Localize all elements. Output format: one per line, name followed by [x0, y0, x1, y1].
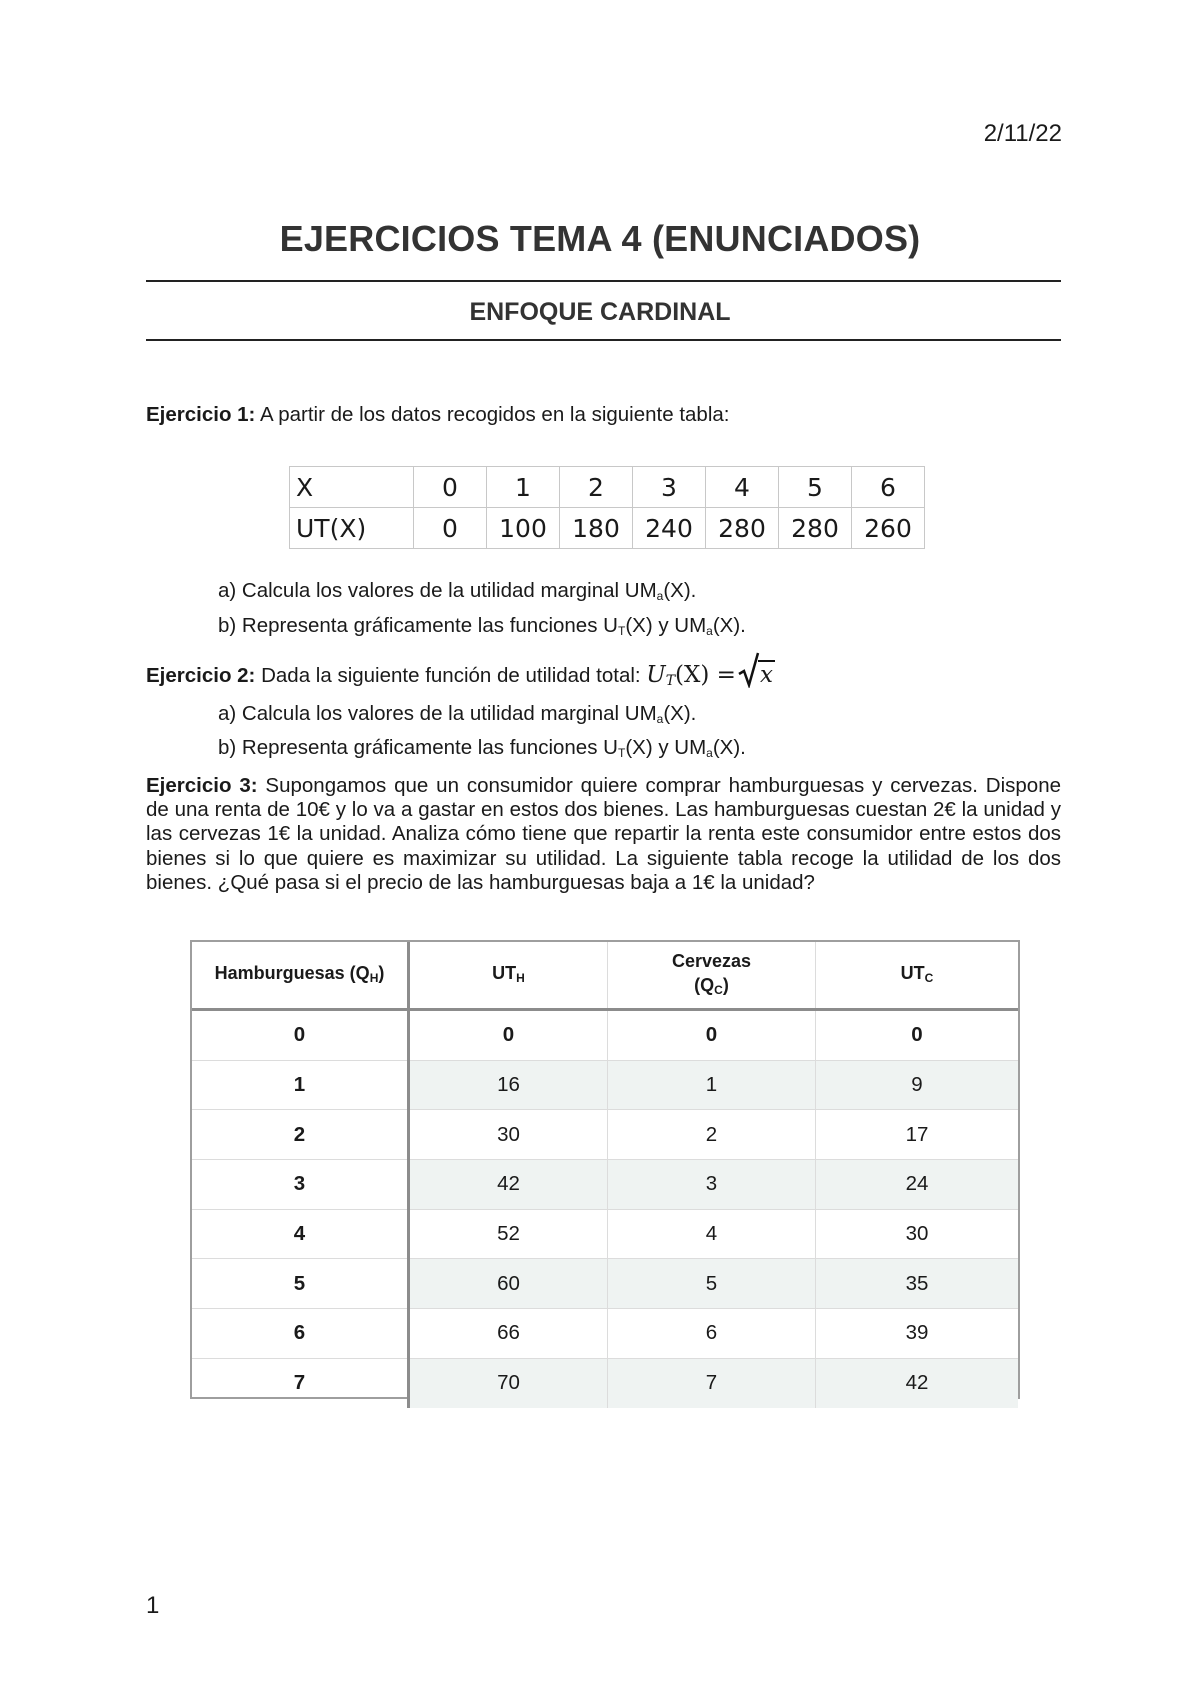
header-text: )	[722, 974, 729, 995]
column-header-cervezas	[608, 942, 816, 1010]
table-cell: 5	[608, 1259, 816, 1309]
subscript: T	[617, 746, 626, 760]
table-row	[192, 1010, 1018, 1061]
subscript: H	[516, 970, 525, 985]
part-b-end: (X).	[712, 614, 746, 637]
exercise-1-statement	[146, 403, 729, 427]
utility-table-1	[289, 466, 925, 549]
subscript: a	[706, 624, 713, 638]
table-cell: 2	[608, 1110, 816, 1160]
table-cell: 0	[409, 1010, 608, 1061]
table-cell: 6	[192, 1309, 409, 1359]
table-cell: X	[290, 467, 414, 508]
table-cell: 2	[192, 1110, 409, 1160]
table-cell: 7	[608, 1358, 816, 1407]
table-cell: 60	[409, 1259, 608, 1309]
table-cell: 0	[816, 1010, 1019, 1061]
header-text: (Q	[694, 974, 715, 995]
table-cell: 240	[633, 508, 706, 549]
utility-formula	[646, 662, 775, 688]
table-cell: 0	[414, 508, 487, 549]
table-cell: 5	[779, 467, 852, 508]
part-b-mid: (X) y UM	[625, 614, 707, 637]
table-cell: 9	[816, 1060, 1019, 1110]
table-cell: 6	[608, 1309, 816, 1359]
exercise-2-part-a	[218, 702, 696, 726]
table-row	[192, 1060, 1018, 1110]
formula-subscript: T	[665, 673, 676, 689]
table-row	[192, 1309, 1018, 1359]
table-cell: 4	[706, 467, 779, 508]
document-date: 2/11/22	[983, 120, 1062, 147]
title-divider	[146, 280, 1061, 282]
table-cell: 2	[560, 467, 633, 508]
table-cell: 30	[409, 1110, 608, 1160]
table-cell: 35	[816, 1259, 1019, 1309]
table-cell: 39	[816, 1309, 1019, 1359]
subscript: H	[369, 970, 379, 985]
table-cell: 0	[414, 467, 487, 508]
document-title: EJERCICIOS TEMA 4 (ENUNCIADOS)	[279, 218, 921, 259]
table-cell: 6	[852, 467, 925, 508]
formula-u: U	[646, 662, 666, 688]
table-cell: 7	[192, 1358, 409, 1407]
table-row	[192, 1358, 1018, 1407]
formula-radicand: x	[759, 662, 773, 688]
exercise-2-part-b	[218, 736, 746, 760]
subscript: a	[656, 589, 664, 603]
table-cell: 16	[409, 1060, 608, 1110]
column-header-uth	[409, 942, 608, 1010]
table-cell: 4	[608, 1209, 816, 1259]
exercise-3-label: Ejercicio 3:	[146, 774, 258, 797]
exercise-2-text: Dada la siguiente función de utilidad total:	[255, 664, 647, 687]
header-text: )	[378, 962, 385, 983]
column-header-hamburguesas	[192, 942, 409, 1010]
subscript: T	[617, 624, 626, 638]
part-b-end: (X).	[712, 736, 746, 759]
exercise-1-part-b	[218, 614, 746, 638]
table-cell: 17	[816, 1110, 1019, 1160]
table-cell: 180	[560, 508, 633, 549]
exercise-3-statement	[146, 774, 1061, 895]
exercise-2-statement	[146, 662, 775, 689]
formula-arg: (X) =	[675, 662, 736, 688]
table-cell: 52	[409, 1209, 608, 1259]
part-b-text: b) Representa gráficamente las funciones U	[218, 736, 618, 759]
exercise-1-label: Ejercicio 1:	[146, 403, 256, 426]
table-cell: 1	[487, 467, 560, 508]
exercise-2-label: Ejercicio 2:	[146, 664, 256, 687]
table-cell: 0	[608, 1010, 816, 1061]
table-cell: 280	[706, 508, 779, 549]
table-cell: 3	[192, 1160, 409, 1210]
table-cell: 5	[192, 1259, 409, 1309]
table-cell: 1	[608, 1060, 816, 1110]
table-header-row	[192, 942, 1018, 1010]
part-a-end: (X).	[663, 702, 697, 725]
exercise-1-part-a	[218, 579, 696, 603]
table-cell: 3	[633, 467, 706, 508]
header-text: Hamburguesas (Q	[214, 962, 370, 983]
table-row	[192, 1209, 1018, 1259]
table-cell: 24	[816, 1160, 1019, 1210]
subscript: C	[714, 982, 723, 997]
table-cell: 260	[852, 508, 925, 549]
subtitle-divider	[146, 339, 1061, 341]
square-root-icon	[738, 662, 775, 688]
part-b-mid: (X) y UM	[625, 736, 707, 759]
subscript: C	[924, 970, 934, 985]
column-header-utc	[816, 942, 1019, 1010]
part-a-text: a) Calcula los valores de la utilidad marginal UM	[218, 702, 657, 725]
part-b-text: b) Representa gráficamente las funciones U	[218, 614, 618, 637]
table-cell: 4	[192, 1209, 409, 1259]
table-body	[192, 1010, 1018, 1408]
subscript: a	[656, 712, 664, 726]
subscript: a	[706, 746, 713, 760]
exercise-3-text: Supongamos que un consumidor quiere comprar hamburguesas y cervezas. Dispone de una renta de 10€ y lo va a gastar en estos dos bienes. Las hamburguesas cuestan 2€ la unidad y las cervezas 1€ la unidad. Analiza cómo tiene que repartir la renta este consumidor entre estos dos bienes si lo que quiere es maximizar su utilidad. La siguiente tabla recoge la utilidad de los dos bienes. ¿Qué pasa si el precio de las hamburguesas baja a 1€ la unidad?	[146, 774, 1061, 894]
table-cell: 30	[816, 1209, 1019, 1259]
part-a-end: (X).	[663, 579, 697, 602]
table-cell: 100	[487, 508, 560, 549]
section-subtitle: ENFOQUE CARDINAL	[469, 298, 731, 326]
table-cell: 70	[409, 1358, 608, 1407]
table-cell: 66	[409, 1309, 608, 1359]
table-cell: 42	[816, 1358, 1019, 1407]
table-row	[290, 467, 925, 508]
page-number: 1	[146, 1592, 160, 1619]
header-text: UT	[900, 962, 925, 983]
table-cell: 3	[608, 1160, 816, 1210]
table-row	[290, 508, 925, 549]
header-text: UT	[492, 962, 517, 983]
table-cell: 280	[779, 508, 852, 549]
utility-table-2	[190, 940, 1020, 1399]
table-cell: 1	[192, 1060, 409, 1110]
table-cell: 0	[192, 1010, 409, 1061]
exercise-1-text: A partir de los datos recogidos en la siguiente tabla:	[255, 403, 730, 426]
part-a-text: a) Calcula los valores de la utilidad marginal UM	[218, 579, 657, 602]
header-text: Cervezas	[671, 950, 752, 971]
table-cell: 42	[409, 1160, 608, 1210]
table-row	[192, 1259, 1018, 1309]
table-row	[192, 1160, 1018, 1210]
table-row	[192, 1110, 1018, 1160]
table-cell: UT(X)	[290, 508, 414, 549]
